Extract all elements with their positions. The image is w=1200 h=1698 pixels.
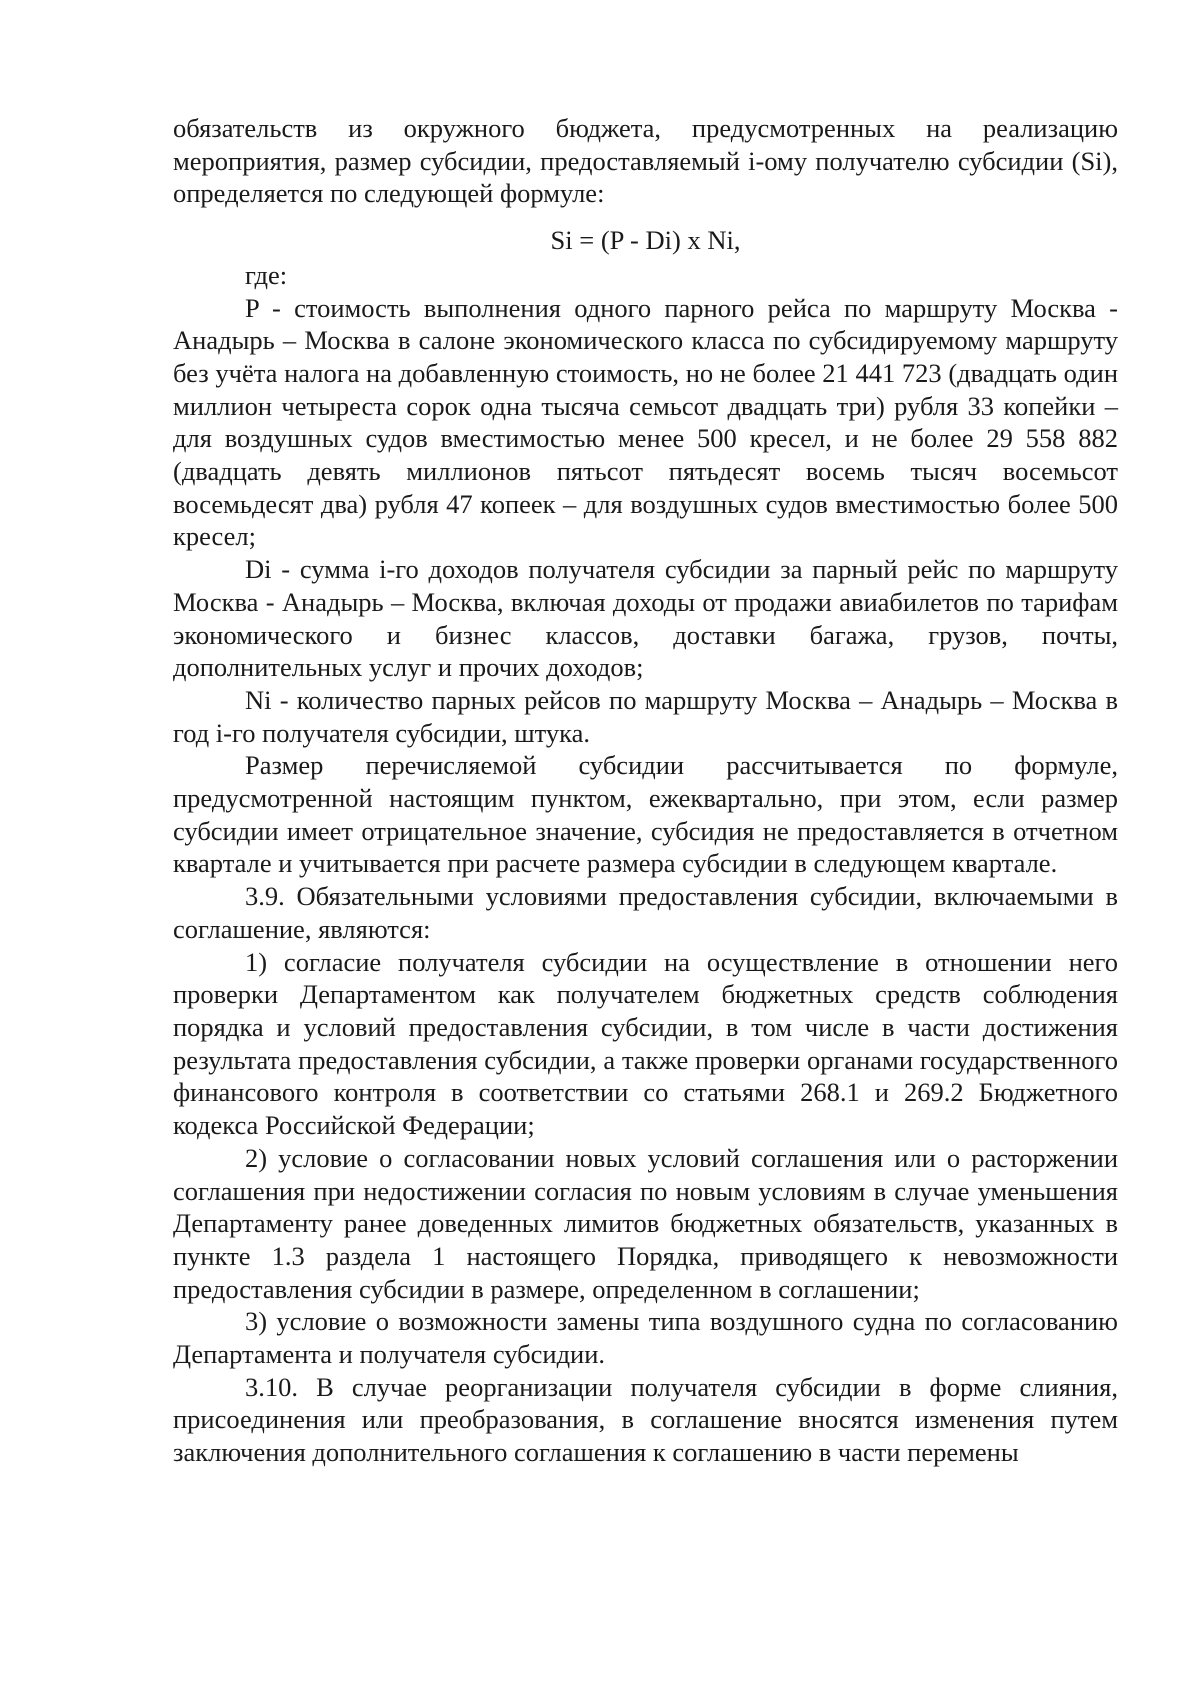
paragraph-condition-1: 1) согласие получателя субсидии на осуществление в отношении него проверки Департаментом как получателем бюджетных средств соблюдения порядка и условий предоставления субсидии, в том числе в части достижения результата предоставления субсидии, а также проверки органами государственного финансового контроля в соответствии со статьями 268.1 и 269.2 Бюджетного кодекса Российской Федерации; <box>173 946 1118 1141</box>
paragraph-subsidy-size: Размер перечисляемой субсидии рассчитывается по формуле, предусмотренной настоящим пунктом, ежеквартально, при этом, если размер субсидии имеет отрицательное значение, субсидия не предоставляется в отчетном квартале и учитывается при расчете размера субсидии в следующем квартале. <box>173 750 1118 879</box>
paragraph-definition-ni: Ni - количество парных рейсов по маршруту Москва – Анадырь – Москва в год i-го получателя субсидии, штука. <box>173 684 1118 748</box>
paragraph-section-3-9: 3.9. Обязательными условиями предоставления субсидии, включаемыми в соглашение, являются: <box>173 881 1118 944</box>
paragraph-definition-di: Di - сумма i-го доходов получателя субсидии за парный рейс по маршруту Москва - Анадырь – Москва, включая доходы от продажи авиабилетов по тарифам экономического и бизнес классов, доставки багажа, грузов, почты, дополнительных услуг и прочих доходов; <box>173 554 1118 683</box>
formula: Si = (P - Di) x Ni, <box>550 225 741 256</box>
paragraph-condition-2: 2) условие о согласовании новых условий соглашения или о расторжении соглашения при недостижении согласия по новым условиям в случае уменьшения Департаменту ранее доведенных лимитов бюджетных обязательств, указанных в пункте 1.3 раздела 1 настоящего Порядка, приводящего к невозможности предоставления субсидии в размере, определенном в соглашении; <box>173 1142 1118 1304</box>
paragraph-where: где: <box>245 259 288 290</box>
paragraph-intro: обязательств из окружного бюджета, предусмотренных на реализацию мероприятия, размер субсидии, предоставляемый i-ому получателю субсидии (Si), определяется по следующей формуле: <box>173 113 1118 209</box>
document-body <box>173 112 1118 1469</box>
paragraph-definition-p: P - стоимость выполнения одного парного рейса по маршруту Москва - Анадырь – Москва в салоне экономического класса по субсидируемому маршруту без учёта налога на добавленную стоимость, но не более 21 441 723 (двадцать один миллион четыреста сорок одна тысяча семьсот двадцать три) рубля 33 копейки – для воздушных судов вместимостью менее 500 кресел, и не более 29 558 882 (двадцать девять миллионов пятьсот пятьдесят восемь тысяч восемьсот восемьдесят два) рубля 47 копеек – для воздушных судов вместимостью более 500 кресел; <box>173 292 1118 552</box>
paragraph-condition-3: 3) условие о возможности замены типа воздушного судна по согласованию Департамента и получателя субсидии. <box>173 1306 1118 1370</box>
paragraph-section-3-10: 3.10. В случае реорганизации получателя субсидии в форме слияния, присоединения или преобразования, в соглашение вносятся изменения путем заключения дополнительного соглашения к соглашению в части перемены <box>173 1371 1118 1468</box>
